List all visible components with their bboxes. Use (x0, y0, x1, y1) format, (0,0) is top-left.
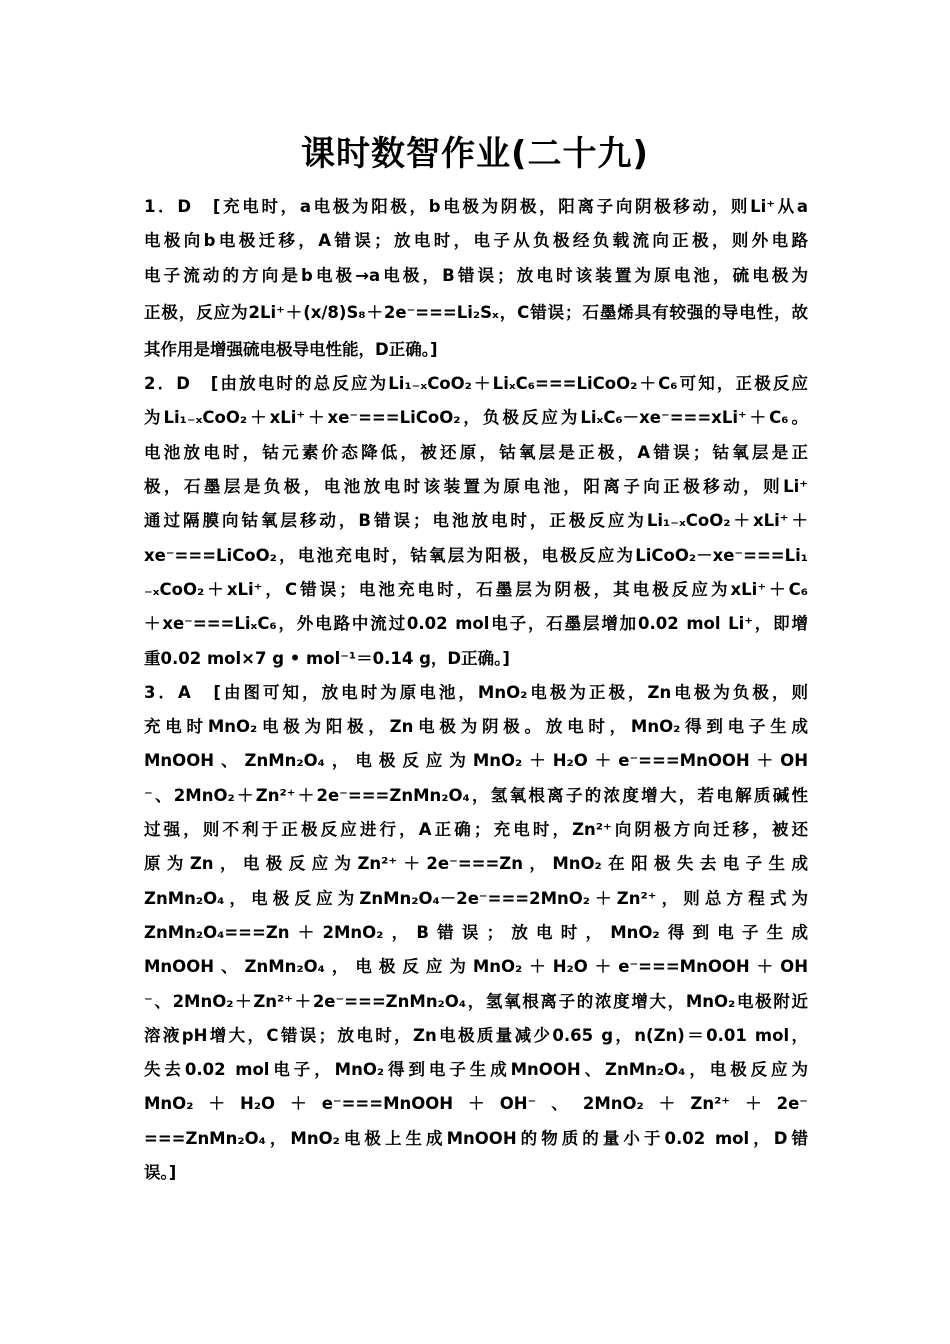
text-line: 充电时MnO₂电极为阳极，Zn电极为阴极。放电时，MnO₂得到电子生成 (144, 717, 808, 737)
text-line: ZnMn₂O₄，电极反应为ZnMn₂O₄－2e⁻===2MnO₂＋Zn²⁺，则总方程式为 (144, 888, 808, 908)
text-line: 通过隔膜向钴氧层移动，B错误；电池放电时，正极反应为Li₁₋ₓCoO₂＋xLi⁺＋ (144, 511, 808, 531)
text-line: ＋xe⁻===LiₓC₆，外电路中流过0.02 mol电子，石墨层增加0.02 mol Li⁺，即增 (144, 614, 808, 634)
text-line: 电极向b电极迁移，A错误；放电时，电子从负极经负载流向正极，则外电路 (144, 231, 808, 251)
text-line: ZnMn₂O₄===Zn＋2MnO₂，B错误；放电时，MnO₂得到电子生成 (144, 922, 808, 942)
text-line: 失去0.02 mol电子，MnO₂得到电子生成MnOOH、ZnMn₂O₄，电极反应为 (144, 1060, 808, 1080)
text-line: 正极，反应为2Li⁺＋(x/8)S₈＋2e⁻===Li₂Sₓ，C错误；石墨烯具有较强的导电性，故 (144, 302, 808, 322)
text-line: 电子流动的方向是b电极→a电极，B错误；放电时该装置为原电池，硫电极为 (144, 265, 808, 285)
page-title: 课时数智作业(二十九) (300, 134, 650, 174)
answer-body (144, 190, 808, 1190)
text-line: ===ZnMn₂O₄，MnO₂电极上生成MnOOH的物质的量小于0.02 mol，D错 (144, 1128, 808, 1148)
text-line: ₋ₓCoO₂＋xLi⁺，C错误；电池充电时，石墨层为阴极，其电极反应为xLi⁺＋C₆ (144, 579, 808, 599)
text-line: 误。] (144, 1163, 177, 1183)
text-line: 1．D [充电时，a电极为阳极，b电极为阴极，阳离子向阴极移动，则Li⁺从a (144, 197, 808, 216)
text-line: 溶液pH增大，C错误；放电时，Zn电极质量减少0.65 g，n(Zn)＝0.01 mol， (144, 1025, 808, 1045)
text-line: ⁻、2MnO₂＋Zn²⁺＋2e⁻===ZnMn₂O₄，氢氧根离子的浓度增大，MnO₂电极附近 (144, 991, 808, 1011)
text-line: MnOOH、ZnMn₂O₄，电极反应为MnO₂＋H₂O＋e⁻===MnOOH＋OH (144, 957, 808, 977)
text-line: ⁻、2MnO₂＋Zn²⁺＋2e⁻===ZnMn₂O₄，氢氧根离子的浓度增大，若电解质碱性 (144, 785, 808, 805)
text-line: 3．A [由图可知，放电时为原电池，MnO₂电极为正极，Zn电极为负极，则 (144, 682, 808, 702)
text-line: 极，石墨层是负极，电池放电时该装置为原电池，阳离子向正极移动，则Li⁺ (144, 477, 808, 497)
text-line: 重0.02 mol×7 g • mol⁻¹＝0.14 g，D正确。] (144, 648, 510, 668)
text-line: 过强，则不利于正极反应进行，A正确；充电时，Zn²⁺向阴极方向迁移，被还 (144, 820, 808, 840)
text-line: 原为Zn，电极反应为Zn²⁺＋2e⁻===Zn，MnO₂在阳极失去电子生成 (144, 854, 808, 874)
text-line: 电池放电时，钴元素价态降低，被还原，钴氧层是正极，A错误；钴氧层是正 (144, 442, 808, 462)
text-line: 为Li₁₋ₓCoO₂＋xLi⁺＋xe⁻===LiCoO₂，负极反应为LiₓC₆－xe⁻===xLi⁺＋C₆。 (144, 408, 808, 428)
text-line: MnOOH、ZnMn₂O₄，电极反应为MnO₂＋H₂O＋e⁻===MnOOH＋OH (144, 751, 808, 771)
text-line: 2．D [由放电时的总反应为Li₁₋ₓCoO₂＋LiₓC₆===LiCoO₂＋C₆可知，正极反应 (144, 374, 808, 394)
text-line: xe⁻===LiCoO₂，电池充电时，钴氧层为阳极，电极反应为LiCoO₂－xe⁻===Li₁ (144, 545, 808, 565)
text-line: MnO₂＋H₂O＋e⁻===MnOOH＋OH⁻、2MnO₂＋Zn²⁺＋2e⁻ (144, 1094, 808, 1114)
text-line: 其作用是增强硫电极导电性能，D正确。] (144, 339, 438, 359)
